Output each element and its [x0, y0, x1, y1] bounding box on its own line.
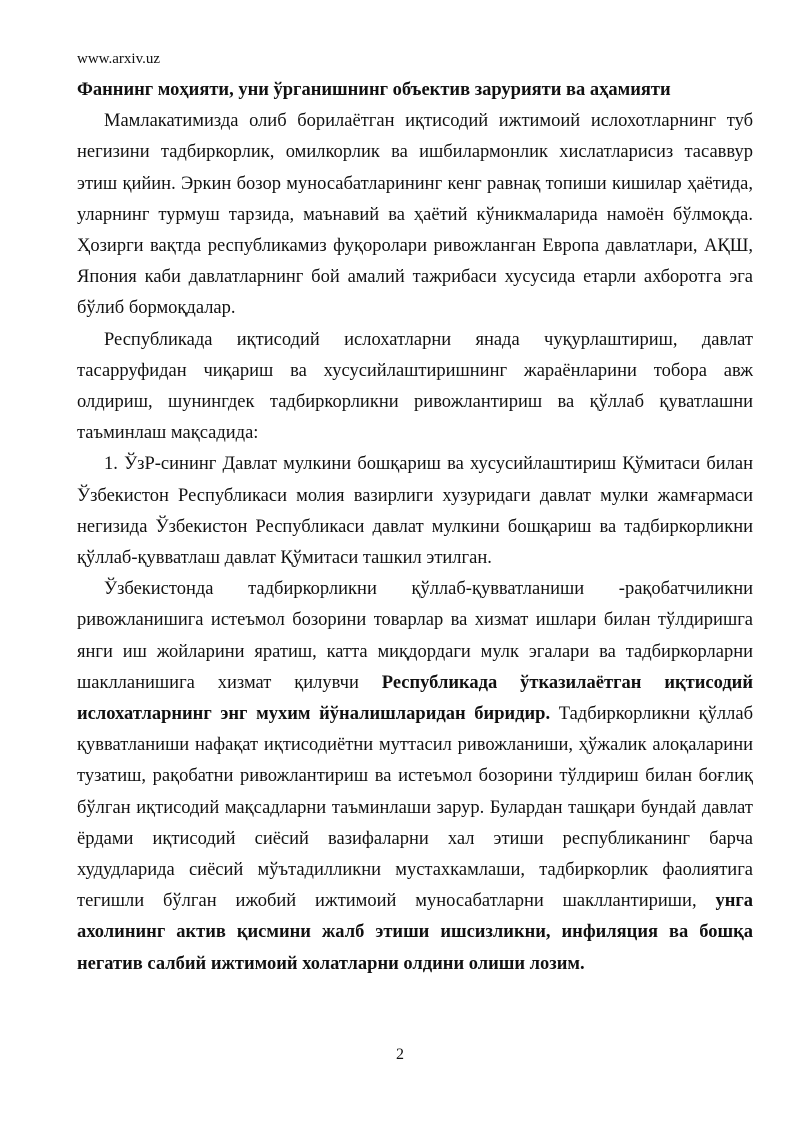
page-number: 2 [396, 1046, 404, 1063]
paragraph-4-bold-a: Республикада ўтказилаётган иқтисодий ислохатларнинг энг мухим йўналишларидан биридир. [77, 672, 753, 725]
site-url: www.arxiv.uz [77, 51, 161, 67]
document-body [77, 75, 753, 980]
section-title: Фаннинг моҳияти, уни ўрганишнинг объектив зарурияти ва аҳамияти [77, 80, 671, 100]
paragraph-4-bold-b: унга ахолининг актив қисмини жалб этиши ишсизликни, инфиляция ва бошқа негатив салбий ижтимоий холатларни олдини олиши лозим. [77, 891, 753, 974]
paragraph-4 [77, 574, 753, 980]
paragraph-1: Мамлакатимизда олиб борилаётган иқтисодий ижтимоий ислохотларнинг туб негизини тадбиркорлик, омилкорлик ва ишбилармонлик хислатларисиз тасаввур этиш қийин. Эркин бозор муносабатларининг кенг равнақ топиши кишилар ҳаётида, уларнинг турмуш тарзида, маънавий ва ҳаётий кўникмаларида намоён бўлмоқда. Ҳозирги вақтда республикамиз фуқоролари ривожланган Европа давлатлари, АҚШ, Япония каби давлатларнинг бой амалий тажрибаси хусусида етарли ахборотга эга бўлиб бормоқдалар. [77, 111, 753, 319]
paragraph-2: Республикада иқтисодий ислохатларни янада чуқурлаштириш, давлат тасарруфидан чиқариш ва хусусийлаштиришнинг жараёнларини тобора авж олдириш, шунингдек тадбиркорликни ривожлантириш ва қўллаб қуватлашни таъминлаш мақсадида: [77, 329, 753, 444]
paragraph-3: 1. ЎзР-сининг Давлат мулкини бошқариш ва хусусийлаштириш Қўмитаси билан Ўзбекистон Республикаси молия вазирлиги хузуридаги давлат мулки жамғармаси негизида Ўзбекистон Республикаси давлат мулкини бошқариш ва тадбиркорликни қўллаб-қувватлаш давлат Қўмитаси ташкил этилган. [77, 454, 753, 569]
paragraph-4-text-a: Ўзбекистонда тадбиркорликни қўллаб-қувватланиши -рақобатчиликни ривожланишига истеъмол бозорини товарлар ва хизмат ишлари билан тўлдиришга янги иш жойларини яратиш, катта миқдордаги мулк эгалари ва тадбиркорларни шаклланишига хизмат қилувчи [77, 579, 753, 693]
paragraph-4-text-b: Тадбиркорликни қўллаб қувватланиши нафақат иқтисодиётни муттасил ривожланиши, ҳўжалик алоқаларини тузатиш, рақобатни ривожлантириш ва истеъмол бозорини тўлдириш билан боғлиқ бўлган иқтисодий мақсадларни таъминлаши зарур. Булардан ташқари бундай давлат ёрдами иқтисодий сиёсий вазифаларни хал этиши республиканинг барча худудларида сиёсий мўътадилликни мустахкамлаши, тадбиркорлик фаолиятига тегишли бўлган ижобий ижтимоий муносабатларни шакллантириши, [77, 704, 753, 912]
